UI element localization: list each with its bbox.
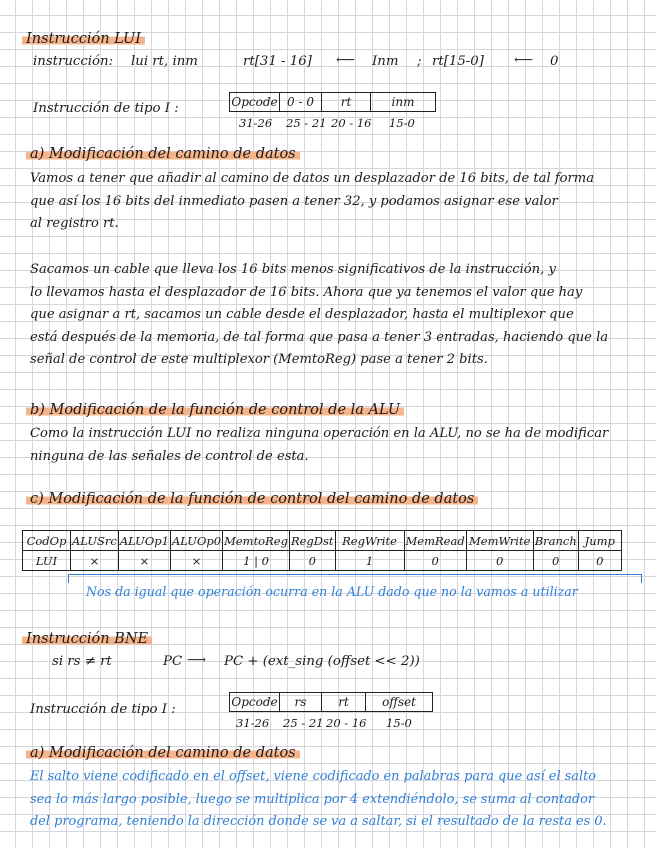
control-value-row <box>23 551 622 571</box>
lui-a2-line: que asignar a rt, sacamos un cable desde el desplazador, hasta el multiplexor que <box>30 307 574 322</box>
bne-bits-offset: 15-0 <box>386 716 412 730</box>
fmt-zeros: 0 - 0 <box>280 93 322 112</box>
bits-rt: 20 - 16 <box>331 116 372 130</box>
lui-b-title: b) Modificación de la función de control de la ALU <box>26 402 404 418</box>
bne-pc: PC <box>163 654 183 669</box>
bne-a-line: sea lo más largo posible, luego se multiplica por 4 extendiéndolo, se suma al contador <box>30 791 595 807</box>
ctrl-h-alusrc: ALUSrc <box>71 531 119 551</box>
bne-a-line: del programa, teniendo la dirección donde se va a saltar, si el resultado de la resta es 0. <box>30 814 607 829</box>
bne-bits-rs: 25 - 21 <box>283 716 324 730</box>
bne-cond: si rs ≠ rt <box>52 654 112 669</box>
bne-fmt-rt: rt <box>322 693 366 712</box>
bne-format-table <box>229 692 433 712</box>
lui-a2-line: señal de control de este multiplexor (MemtoReg) pase a tener 2 bits. <box>30 352 488 367</box>
lui-zero: 0 <box>550 54 559 69</box>
ctrl-v-jump: 0 <box>578 551 621 571</box>
lui-arrow-left-2: ⟵ <box>514 53 534 68</box>
bne-a-title: a) Modificación del camino de datos <box>26 745 300 761</box>
ctrl-h-regwrite: RegWrite <box>335 531 404 551</box>
lui-a2-line: Sacamos un cable que lleva los 16 bits menos significativos de la instrucción, y <box>30 262 556 277</box>
lui-a-line: Vamos a tener que añadir al camino de datos un desplazador de 16 bits, de tal forma <box>30 171 595 186</box>
lui-a2-line: lo llevamos hasta el desplazador de 16 bits. Ahora que ya tenemos el valor que hay <box>30 284 583 300</box>
bits-rs: 25 - 21 <box>286 116 327 130</box>
lui-format-table <box>229 92 436 112</box>
ctrl-v-memwrite: 0 <box>466 551 533 571</box>
ctrl-v-regdst: 0 <box>289 551 335 571</box>
lui-type-label: Instrucción de tipo I : <box>33 101 179 116</box>
fmt-inm: inm <box>371 93 436 112</box>
ctrl-v-regwrite: 1 <box>335 551 404 571</box>
bne-arrow: ⟶ <box>187 653 207 668</box>
ctrl-h-codop: CodOp <box>23 531 71 551</box>
lui-rt-high: rt[31 - 16] <box>243 54 312 69</box>
ctrl-h-aluop0: ALUOp0 <box>170 531 222 551</box>
lui-c-title: c) Modificación de la función de control del camino de datos <box>26 491 478 507</box>
control-note: Nos da igual que operación ocurra en la ALU dado que no la vamos a utilizar <box>86 584 578 599</box>
ctrl-h-memread: MemRead <box>404 531 466 551</box>
lui-arrow-left: ⟵ <box>336 53 356 68</box>
bne-fmt-rs: rs <box>280 693 322 712</box>
ctrl-h-jump: Jump <box>578 531 621 551</box>
lui-a-line: al registro rt. <box>30 216 119 231</box>
bne-a-paragraph <box>30 766 630 834</box>
ctrl-v-alusrc: × <box>71 551 119 571</box>
bits-opcode: 31-26 <box>239 116 273 130</box>
ctrl-v-memtoreg: 1 | 0 <box>223 551 290 571</box>
bits-imm: 15-0 <box>389 116 415 130</box>
lui-b-line: ninguna de las señales de control de esta. <box>30 448 309 464</box>
lui-rt-low: rt[15-0] <box>432 54 484 69</box>
control-header-row <box>23 531 622 551</box>
lui-b-paragraph <box>30 423 630 468</box>
bne-fmt-offset: offset <box>366 693 433 712</box>
ctrl-h-memwrite: MemWrite <box>466 531 533 551</box>
ctrl-h-branch: Branch <box>533 531 578 551</box>
ctrl-v-codop: LUI <box>23 551 71 571</box>
ctrl-v-aluop0: × <box>170 551 222 571</box>
lui-sep: ; <box>417 54 422 69</box>
ctrl-v-branch: 0 <box>533 551 578 571</box>
ctrl-v-memread: 0 <box>404 551 466 571</box>
fmt-rt: rt <box>322 93 371 112</box>
lui-instr-syntax: lui rt, inm <box>131 54 198 69</box>
ctrl-v-aluop1: × <box>118 551 170 571</box>
lui-b-line: Como la instrucción LUI no realiza ninguna operación en la ALU, no se ha de modificar <box>30 426 609 441</box>
control-note-bracket <box>68 574 642 583</box>
lui-imm: Inm <box>372 54 399 69</box>
bne-bits-rt: 20 - 16 <box>326 716 367 730</box>
ctrl-h-aluop1: ALUOp1 <box>118 531 170 551</box>
fmt-opcode: Opcode <box>230 93 280 112</box>
control-table <box>22 530 622 571</box>
bne-fmt-opcode: Opcode <box>230 693 280 712</box>
lui-a2-paragraph <box>30 259 630 372</box>
bne-expr: PC + (ext_sing (offset << 2)) <box>224 654 420 669</box>
bne-type-label: Instrucción de tipo I : <box>30 702 176 717</box>
lui-instr-label: instrucción: <box>33 54 114 69</box>
lui-title: Instrucción LUI <box>22 31 145 47</box>
ctrl-h-regdst: RegDst <box>289 531 335 551</box>
lui-a-paragraph <box>30 168 630 236</box>
lui-a2-line: está después de la memoria, de tal forma que pasa a tener 3 entradas, haciendo que la <box>30 329 609 345</box>
ctrl-h-memtoreg: MemtoReg <box>223 531 290 551</box>
bne-bits-opcode: 31-26 <box>236 716 270 730</box>
bne-title: Instrucción BNE <box>22 631 152 647</box>
lui-a-line: que así los 16 bits del inmediato pasen a tener 32, y podamos asignar ese valor <box>30 193 558 209</box>
bne-a-line: El salto viene codificado en el offset, viene codificado en palabras para que así el salto <box>30 769 597 784</box>
lui-a-title: a) Modificación del camino de datos <box>26 146 300 162</box>
